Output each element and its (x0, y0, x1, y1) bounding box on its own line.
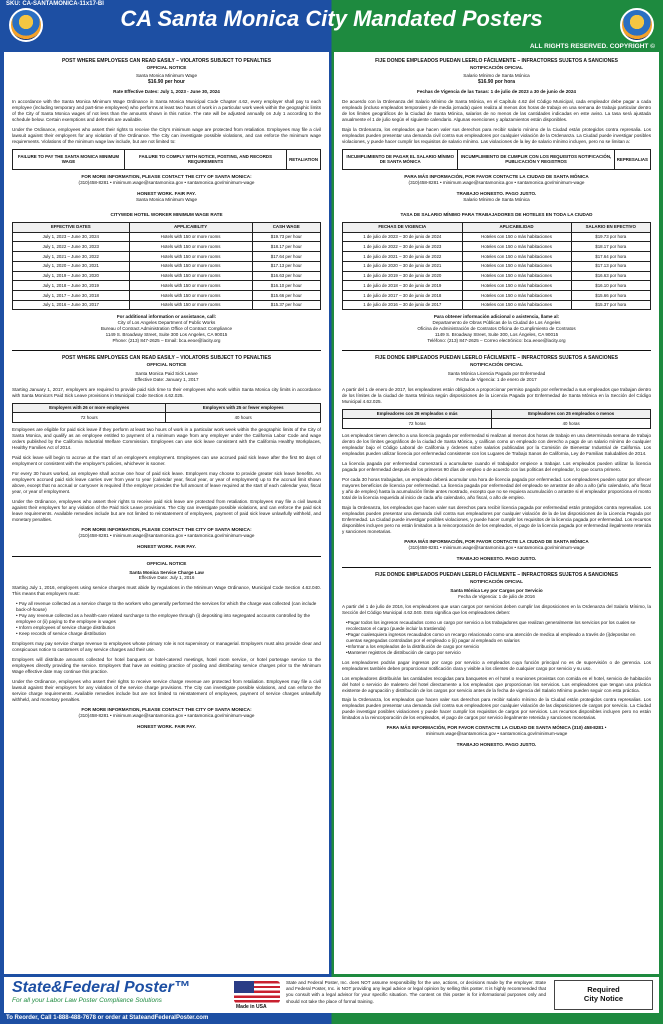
table-cell: July 1, 2019 – June 30, 2020 (13, 271, 130, 281)
rate-dates: Rate Effective Dates: July 1, 2023 - June 30, 2024 (113, 88, 220, 94)
table-cell: Hotels with 150 or more rooms (129, 281, 252, 291)
effective-date: Effective Date: January 1, 2017 (134, 376, 199, 382)
city-label: Salario Mínimo de Santa Mónica (463, 197, 530, 203)
list-item: • Inform employees of service charge distribution (16, 625, 116, 631)
table-row (13, 281, 321, 291)
table-cell: Hoteles con 150 o más habitaciones (462, 271, 571, 281)
table-cell: 40 hours (166, 413, 321, 423)
table-cell: Hoteles con 150 o más habitaciones (462, 300, 571, 310)
table-cell: 1 de julio de 2016 – 30 de junio de 2017 (343, 300, 463, 310)
table-header: APPLICABILITY (129, 222, 252, 232)
table-row (343, 232, 651, 242)
table-cell: $16.63 por hora (571, 271, 650, 281)
table-cell: Hoteles con 150 o más habitaciones (462, 281, 571, 291)
city-label: Santa Monica Minimum Wage (135, 197, 198, 203)
paragraph: Los empleadores podrán pagar ingresos por cargo por servicio a empleados cuya función principal no es de supervisión o de gerencia. Los empleadores también deben proporcionar notificación clara y visible a los clientes de cualquier cargo por servicio y su uso. (342, 659, 651, 671)
table-cell: 72 hours (13, 413, 166, 423)
info-line: Departamento de Obras Públicas de la Ciudad de Los Ángeles (432, 320, 561, 326)
table-row (343, 281, 651, 291)
table-cell: July 1, 2022 – June 30, 2023 (13, 242, 130, 252)
table-header: Empleadores con 25 empleados o menos (492, 409, 651, 419)
violation-cell: FAILURE TO PAY THE SANTA MONICA MINIMUM WAGE (13, 149, 125, 169)
table-cell: Hotels with 150 or more rooms (129, 271, 252, 281)
table-cell: Hotels with 150 or more rooms (129, 242, 252, 252)
bullet-list (346, 620, 651, 656)
table-cell: July 1, 2016 – June 30, 2017 (13, 300, 130, 310)
section-title: Santa Monica Paid Sick Leave (135, 370, 198, 376)
info-heading: For additional information or assistance, call: (116, 314, 217, 320)
badge-line: City Notice (583, 994, 624, 1003)
table-cell: 1 de julio de 2019 – 30 de junio de 2020 (343, 271, 463, 281)
more-info-heading: PARA MÁS INFORMACIÓN, POR FAVOR CONTACTE LA CIUDAD DE SANTA MÓNICA (310) 458-8281 • (386, 725, 607, 731)
city-seal-icon (9, 8, 43, 42)
table-cell: July 1, 2018 – June 30, 2019 (13, 281, 130, 291)
info-line: City of Los Angeles Department of Public Works (117, 320, 216, 326)
notice-label: OFFICIAL NOTICE (146, 64, 187, 70)
table-cell: Hoteles con 150 o más habitaciones (462, 232, 571, 242)
contact-line: (310)458-8281 • minimum.wage@santamonica.gov • santamonica.gov/minimum-wage (78, 712, 255, 718)
paragraph: Under the Ordinance, employees who assert their rights to receive service charge revenue are protected from retaliation. Employees may file a civil lawsuit against their employers for any violation of the service charge provisions. The City can investigate possible violations, and can enforce the service charge requirements. Available remedies include but are not limited to reinstatement of employees, payment of service charges unlawfully withheld, and monetary penalties. (12, 679, 321, 702)
violation-cell: INCUMPLIMIENTO DE CUMPLIR CON LOS REQUISITOS NOTIFICACIÓN, PUBLICACIÓN Y REGISTROS (458, 149, 614, 169)
table-cell: Hotels with 150 or more rooms (129, 252, 252, 262)
notice-label: NOTIFICACIÓN OFICIAL (470, 578, 523, 584)
info-line: 1149 S. Broadway Street, Suite 300, Los Ángeles, CA 90015 (434, 332, 559, 338)
list-item: •Pagar cualesquiera ingresos recaudados como un recargo relacionado como una atención de medica al empleado a través de (i)depositar en cuentas segregadas controladas por el empleado o (ii) pagar al empleado en salarios (346, 631, 636, 643)
contact-line: (310)458-8281 • minimum.wage@santamonica.gov • santamonica.gov/minimum-wage (408, 180, 585, 186)
slogan: HONEST WORK. FAIR PAY. (137, 543, 196, 549)
hotel-wage-table (12, 222, 321, 310)
table-cell: July 1, 2021 – June 30, 2022 (13, 252, 130, 262)
divider (12, 556, 321, 557)
table-row (343, 419, 651, 429)
paragraph: A partir del 1 de enero de 2017, los empleadores están obligados a proporcionar permiso pagado por enfermedad a sus empleados que trabajan dentro de los límites de la ciudad de Santa Mónica según disposiciones de la Licencia Pagada por Enfermedad de Santa Mónica en la Sección del Código Municipal 4.62.025. (342, 386, 651, 404)
hotel-wage-table (342, 222, 651, 310)
paragraph: Under the Ordinance, employees who assert their rights to receive the City's minimum wage are protected from retaliation. Employees may file a civil lawsuit against their employers for any violation of the Ordinance. The City can investigate possible violations, and can enforce the minimum wage requirements. Violations of the minimum wage law include, but are not limited to: (12, 126, 321, 144)
made-in-usa-label: Made in USA (236, 1004, 267, 1010)
table-header: Employers with 26 or more employees (13, 403, 166, 413)
contact-line: (310)458-8281 • minimum.wage@santamonica.gov • santamonica.gov/minimum-wage (78, 532, 255, 538)
table-cell: 1 de julio de 2021 – 30 de junio de 2022 (343, 252, 463, 262)
paragraph: For every 30 hours worked, an employee shall accrue one hour of paid sick leave. Employers may choose to provide greater sick leave benefits. An employee's accrued paid sick leave carries over from year to year (calendar year, fiscal year, or year of employment) up to the accrual limit shown above, except that no accrual or carryover is required if the employer provides the full amount of leave required at the start of each calendar year, fiscal year, or year of employment. (12, 470, 321, 494)
table-header: SALARIO EN EFECTIVO (571, 222, 650, 232)
wage-rate: $16.90 por hora (478, 79, 515, 86)
table-row (343, 291, 651, 301)
table-cell: $19.73 por hora (571, 232, 650, 242)
divider (342, 350, 651, 351)
table-cell: July 1, 2017 – June 30, 2018 (13, 291, 130, 301)
paragraph: Starting January 1, 2017, employers are required to provide paid sick time to their employees who work within Santa Monica city limits in accordance with Santa Monica's Paid Sick Leave provisions in Municipal Code Section 4.62.025. (12, 386, 321, 398)
paragraph: La licencia pagada por enfermedad comenzará a acumularse cuando el trabajador empiece a trabajar. Los empleados pueden utilizar la licencia pagada por enfermedad después de los primeros 90 días de empleo o de acuerdo con las políticas del empleador, lo que ocurra primero. (342, 460, 651, 472)
table-row (343, 300, 651, 310)
info-heading: Para obtener información adicional o asistencia, llame al: (433, 314, 560, 320)
table-row (13, 300, 321, 310)
paragraph: De acuerdo con la Ordenanza del Salario Mínimo de Santa Mónica, en el Capítulo 4.62 del Código Municipal, cada empleador debe pagar a cada empleado (incluso empleados temporales y de media jornada) quien realiza al menos dos horas de trabajo en una semana de trabajo particular dentro de los límites geográficos de la Ciudad de Santa Mónica, salarios de no menos de las cantidades indicadas en este aviso. La tasa será ajustada anualmente el 1 de julio según el siguiente calendario. Algunas exenciones y aplazamientos están disponibles. (342, 98, 651, 122)
table-cell: 72 horas (343, 419, 492, 429)
sick-leave-table (12, 403, 321, 423)
paragraph: Starting July 1, 2016, employers using service charges must abide by regulations in the Minimum Wage Ordinance, Municipal Code Section 4.62.040. This means that employers must: (12, 585, 321, 597)
table-row (343, 271, 651, 281)
table-cell: $16.10 por hora (571, 281, 650, 291)
table-cell: $18.17 por hora (571, 242, 650, 252)
contact-line: minimum.wage@santamonica.gov • santamonica.gov/minimum-wage (425, 731, 568, 737)
required-notice-badge (554, 980, 653, 1010)
section-header: POST WHERE EMPLOYEES CAN READ EASILY – VIOLATORS SUBJECT TO PENALTIES (61, 58, 272, 64)
table-cell: Hoteles con 150 o más habitaciones (462, 242, 571, 252)
badge-line: Required (587, 985, 620, 994)
info-line: Oficina de Administración de Contratos Oficina de Cumplimiento de Contratos (417, 326, 576, 332)
list-item: • Pay all revenue collected as a service charge to the workers who generally performed the services for which the charge was collected (can include back-of-house) (16, 601, 317, 613)
english-column (4, 52, 329, 974)
table-cell: Hotels with 150 or more rooms (129, 300, 252, 310)
poster-title: CA Santa Monica City Mandated Posters (120, 6, 543, 31)
notice-label: OFFICIAL NOTICE (146, 361, 187, 367)
table-cell: $18.17 per hour (252, 242, 320, 252)
section-title: Santa Mónica Ley por Cargos por Servicio (450, 587, 543, 593)
section-header: POST WHERE EMPLOYEES CAN READ EASILY – VIOLATORS SUBJECT TO PENALTIES (61, 355, 272, 362)
disclaimer-text: State and Federal Poster, Inc. does NOT assume responsibility for the use, actions, or decisions made by the employer. State and Federal Poster, Inc. is NOT providing any legal advice or legal opinion by selling this poster. It is highly recommended that you consult with a legal advisor for your specific situation. The content on this poster is for informational purposes only and should not take the place of formal training. (286, 980, 546, 1004)
slogan: TRABAJO HONESTO. PAGO JUSTO. (456, 555, 537, 561)
table-cell: 1 de julio de 2023 – 30 de junio de 2024 (343, 232, 463, 242)
slogan: HONEST WORK. FAIR PAY. (137, 191, 196, 197)
table-header: EFFECTIVE DATES (13, 222, 130, 232)
sku-label: SKU: CA-SANTAMONICA-11x17-BI (6, 1, 104, 7)
paragraph: Bajo la Ordenanza, los empleados que hacen valer sus derechos para recibir salario mínimo de la Ciudad están protegidos contra represalias. Los empleados pueden presentar una demanda civil contra sus empleadores por cualquier violación de las disposiciones de cargos por servicio. La Ciudad puede investigar posibles violaciones y puede hacer cumplir los requisitos de cargos por servicios. Los recursos disponibles incluyen pero no están limitados a la reincorporación de los empleados, el pago de cargos por servicio ilegalmente retenida y sanciones monetarias. (342, 697, 651, 721)
brand-logo (12, 979, 222, 1004)
wage-rate: $16.90 per hour (148, 79, 185, 86)
more-info-heading: PARA MÁS INFORMACIÓN, POR FAVOR CONTACTE LA CIUDAD DE SANTA MÓNICA (404, 538, 589, 544)
violations-table (342, 149, 651, 170)
table-header: CASH WAGE (252, 222, 320, 232)
city-seal-icon (620, 8, 654, 42)
violation-cell: FAILURE TO COMPLY WITH NOTICE, POSTING, AND RECORDS REQUIREMENTS (124, 149, 286, 169)
divider (12, 350, 321, 351)
violations-table (12, 149, 321, 170)
hotel-table-title: CITYWIDE HOTEL WORKER MINIMUM WAGE RATE (110, 212, 223, 217)
table-cell: 1 de julio de 2018 – 30 de junio de 2019 (343, 281, 463, 291)
table-cell: Hotels with 150 or more rooms (129, 232, 252, 242)
table-row (343, 242, 651, 252)
paragraph: Employers will distribute amounts collected for hotel banquets or hotel-catered meetings, hotel room service, or hotel porterage service to the employees directly providing the service. Employers that have an existing practice of pooling and distributing service charges prior to the Minimum Wage effective date may continue this practice. (12, 657, 321, 675)
table-cell: $19.73 per hour (252, 232, 320, 242)
slogan: TRABAJO HONESTO. PAGO JUSTO. (456, 742, 537, 748)
paragraph: Paid sick leave will begin to accrue at the start of an employee's employment. Employees can use accrued paid sick leave after the first 90 days of employment or consistent with the employer's policies, whichever is sooner. (12, 454, 321, 466)
violation-cell: RETALIATION (287, 149, 321, 169)
table-cell: July 1, 2023 – June 30, 2024 (13, 232, 130, 242)
info-line: 1149 S. Broadway Street, Suite 300 Los Angeles, CA 90015 (105, 332, 228, 338)
table-cell: $17.13 por hora (571, 261, 650, 271)
hotel-table-title: TASA DE SALARIO MÍNIMO PARA TRABAJADORES DE HOTELES EN TODA LA CIUDAD (400, 212, 593, 217)
table-row (13, 413, 321, 423)
violation-cell: INCUMPLIMIENTO DE PAGAR EL SALARIO MÍNIMO DE SANTA MÓNICA (343, 149, 458, 169)
table-cell: $16.63 per hour (252, 271, 320, 281)
brand-name: State&Federal Poster™ (12, 979, 190, 996)
info-line: Teléfono: (213) 847-2625 – Correo electrónico: bca.eeoe@lacity.org (427, 338, 566, 344)
slogan: TRABAJO HONESTO. PAGO JUSTO. (456, 191, 537, 197)
table-cell: $17.13 per hour (252, 261, 320, 271)
us-flag-icon (234, 981, 280, 1003)
list-item: • Keep records of service charge distribution (16, 631, 106, 637)
sick-leave-table (342, 409, 651, 429)
list-item: •Mantener registros de distribución de cargo por servicio (346, 649, 461, 655)
list-item: •Informar a los empleados de la distribución de cargo por servicio (346, 643, 480, 649)
table-cell: July 1, 2020 – June 30, 2021 (13, 261, 130, 271)
table-cell: $15.37 per hour (252, 300, 320, 310)
table-cell: 40 horas (492, 419, 651, 429)
reorder-link[interactable]: To Reorder, Call 1-888-488-7678 or order at StateandFederalPoster.com (6, 1015, 209, 1021)
effective-date: Fecha de Vigencia: 1 de enero de 2017 (456, 376, 537, 382)
table-row (343, 261, 651, 271)
table-row (13, 291, 321, 301)
section-title: Santa Monica Service Charge Law (129, 569, 204, 575)
more-info-heading: PARA MÁS INFORMACIÓN, POR FAVOR CONTACTE LA CIUDAD DE SANTA MÓNICA (404, 174, 589, 180)
section-header: FIJE DONDE EMPLEADOS PUEDAN LEERLO FÁCILMENTE – INFRACTORES SUJETOS A SANCIONES (375, 355, 618, 362)
paragraph: Por cada 30 horas trabajadas, un empleado deberá acumular una hora de licencia pagada por enfermedad. Los empleadores pueden optar por ofrecer mayores beneficios de licencia por enfermedad. La licencia pagada por enfermedad del empleado se arrastrar de año a año (año calendario, año fiscal y año de empleo) hasta la acumulación límite antes mostrado, excepto que no se requiera acumulación o arrastre si el empleador proporciona el monto total de la licencia requerida al inicio de cada año calendario, año fiscal, o año de empleo. (342, 476, 651, 500)
paragraph: Employees are eligible for paid sick leave if they perform at least two hours of work in a particular work week within the geographic limits of the City of Santa Monica, and qualify as an employee entitled to payment of a minimum wage from any employer under the California Labor Code and wage orders published by the California Industrial Welfare Commission. Employees can use sick leave consistent with the California Healthy Workplaces, Healthy Families Act of 2014. (12, 427, 321, 450)
rate-dates: Fechas de Vigencia de las Tasas: 1 de julio de 2023 a 30 de junio de 2024 (417, 88, 576, 94)
table-row (13, 252, 321, 262)
table-row (13, 261, 321, 271)
info-line: Phone: (213) 847-2625 – Email: bca.eeoe@lacity.org (112, 338, 221, 344)
table-header: APLICABILIDAD (462, 222, 571, 232)
section-header: FIJE DONDE EMPLEADOS PUEDAN LEERLO FÁCILMENTE – INFRACTORES SUJETOS A SANCIONES (375, 58, 618, 64)
table-cell: Hoteles con 150 o más habitaciones (462, 291, 571, 301)
more-info-heading: FOR MORE INFORMATION, PLEASE CONTACT THE CITY OF SANTA MONICA: (81, 706, 252, 712)
table-row (13, 242, 321, 252)
table-cell: $17.64 por hora (571, 252, 650, 262)
paragraph: Bajo la Ordenanza, los empleados que hacen valer sus derechos para recibir salario mínimo de la Ciudad están protegidos contra represalia. Los empleados pueden presentar una demanda civil contra sus empleadores por cualquier violación de la Ordenanza. La Ciudad puede investigar posibles violaciones, y puede hacer cumplir los requisitos de salario mínimo. Las violaciones de la ley de salario mínimo incluyen, pero no se limitan a: (342, 126, 651, 144)
list-item: •Pagar todos los ingresos recaudados como un cargo por servicio a los trabajadores que realizan generalmente los servicios por los cuales se recolectaron el cargo (puede incluir la trastienda) (346, 619, 636, 631)
effective-date: Fecha de Vigencia: 1 de julio de 2016 (458, 593, 535, 599)
notice-label: NOTIFICACIÓN OFICIAL (470, 361, 523, 367)
footer (4, 977, 659, 1013)
paragraph: Los empleadores distribuirán las cantidades recogidas para banquetes en el hotel o reuniones provistas con comida en el hotel, servicio de habitación del hotel o servicio de maletero del hotel directamente a los empleados que proporcionan los servicios. Los empleadores que tengan una práctica existente de agrupación y distribución de los cargos por servicio antes de la fecha de vigencia del Salario Mínimo pueden seguir con esta práctica. (342, 675, 651, 693)
section-title: Santa Mónica Licencia Pagada por Enfermedad (447, 370, 546, 376)
table-header: FECHAS DE VIGENCIA (343, 222, 463, 232)
table-cell: $15.66 por hora (571, 291, 650, 301)
copyright-label: ALL RIGHTS RESERVED. COPYRIGHT © (529, 43, 655, 50)
paragraph: Under the Ordinance, employees who assert their rights to receive paid sick leave are protected from retaliation. Employees may file a civil lawsuit against their employers for any violation of the Paid Sick Leave provisions. The City can investigate possible violations, and can enforce the paid sick leave requirements. Available remedies include but are not limited to reinstatement of employees, payment of paid sick leave unlawfully withheld, and monetary penalties. (12, 498, 321, 522)
table-row (13, 232, 321, 242)
table-row (343, 252, 651, 262)
list-item: • Pay any revenue collected as a health-care related surcharge to the employee through (i) depositing into segregated accounts controlled by the employee or (ii) paying to the employee in wages (16, 613, 310, 625)
brand-tagline: For all your Labor Law Poster Compliance Solutions (12, 997, 162, 1004)
paragraph: In accordance with the Santa Monica Minimum Wage Ordinance in Santa Monica Municipal Code Chapter 4.62, every employer shall pay to each employee (including temporary and part-time employees) who performs at least two hours of work in a particular work week within the geographic limits of the City of Santa Monica wages of not less than the amounts shown in this notice. The rate will be adjusted annually on July 1 according to the schedule below. Certain exemptions and deferrals are available. (12, 98, 321, 122)
section-header: FIJE DONDE EMPLEADOS PUEDAN LEERLO FÁCILMENTE – INFRACTORES SUJETOS A SANCIONES (375, 572, 618, 579)
table-cell: Hoteles con 150 o más habitaciones (462, 252, 571, 262)
contact-line: (310)458-8281 • minimum.wage@santamonica.gov • santamonica.gov/minimum-wage (78, 180, 255, 186)
violation-cell: REPRESALIAS (614, 149, 650, 169)
table-row (13, 271, 321, 281)
table-cell: Hoteles con 150 o más habitaciones (462, 261, 571, 271)
notice-label: NOTIFICACIÓN OFICIAL (470, 64, 523, 70)
table-cell: 1 de julio de 2020 – 30 de junio de 2021 (343, 261, 463, 271)
table-cell: Hotels with 150 or more rooms (129, 261, 252, 271)
effective-date: Effective Date: July 1, 2016 (138, 575, 195, 581)
table-cell: 1 de julio de 2017 – 30 de junio de 2018 (343, 291, 463, 301)
info-line: Bureau of Contract Administration Office of Contract Compliance (100, 326, 233, 332)
table-cell: Hotels with 150 or more rooms (129, 291, 252, 301)
table-cell: $16.10 per hour (252, 281, 320, 291)
table-cell: 1 de julio de 2022 – 30 de junio de 2023 (343, 242, 463, 252)
table-cell: $17.64 per hour (252, 252, 320, 262)
notice-label: OFFICIAL NOTICE (146, 560, 187, 566)
more-info-heading: FOR MORE INFORMATION, PLEASE CONTACT THE CITY OF SANTA MONICA: (81, 174, 252, 180)
paragraph: Los empleados tienen derecho a una licencia pagada por enfermedad si realizan al menos dos horas de trabajo en una determinada semana de trabajo dentro de los límites geográficos de la ciudad de Santa Mónica, y califican como un empleado con derecho a pago de un salario mínimo de cualquier empleador bajo el Código Laboral de California y órdenes sobre salarios publicadas por la Comisión de Bienestar Industrial de California. Los empleados pueden utilizar licencia por enfermedad consistente con los Lugares de Trabajo Sanos de California, Ley de Familias Saludables de 2014. (342, 433, 652, 456)
more-info-heading: FOR MORE INFORMATION, PLEASE CONTACT THE CITY OF SANTA MONICA: (81, 526, 252, 532)
divider (342, 567, 651, 568)
section-title: Santa Monica Minimum Wage (135, 73, 198, 79)
spanish-column (334, 52, 659, 974)
paragraph: Employers may pay service charge revenue to employees whose primary role is not supervisory or managerial. Employers must also provide clear and conspicuous notice to customers of any service charges and their use. (12, 641, 321, 653)
paragraph: A partir del 1 de julio de 2016, los empleadores que usan cargos por servicios deben cumplir las disposiciones en la Ordenanza del Salario Mínimo, la Sección del Código Municipal 4.62.040. Esto significa que los empleadores deben: (342, 603, 651, 615)
table-cell: $15.66 per hour (252, 291, 320, 301)
slogan: HONEST WORK. FAIR PAY. (137, 723, 196, 729)
bullet-list (16, 601, 321, 637)
paragraph: Bajo la Ordenanza, los empleados que hacen valer sus derechos para recibir licencia pagada por enfermedad están protegidos contra represalias. Los empleados pueden presentar una demanda civil contra sus empleadores por cualquier violación de la de las disposiciones de la Licencia Pagada por Enfermedad. La Ciudad puede investigar posibles violaciones, y puede hacer cumplir los requisitos de la licencia pagada por enfermedad. Los recursos disponibles incluyen pero no están limitados a la reincorporación de los empleados, el pago de la licencia pagada por enfermedad ilegalmente retenida y sanciones monetarias. (342, 504, 651, 534)
contact-line: (310)458-8281 • minimum.wage@santamonica.gov • santamonica.gov/minimum-wage (408, 544, 585, 550)
section-title: Salario Mínimo de Santa Mónica (463, 73, 530, 79)
table-cell: $15.37 por hora (571, 300, 650, 310)
table-header: Empleadores con 26 empleados o más (343, 409, 492, 419)
table-header: Employers with 25 or fewer employees (166, 403, 321, 413)
